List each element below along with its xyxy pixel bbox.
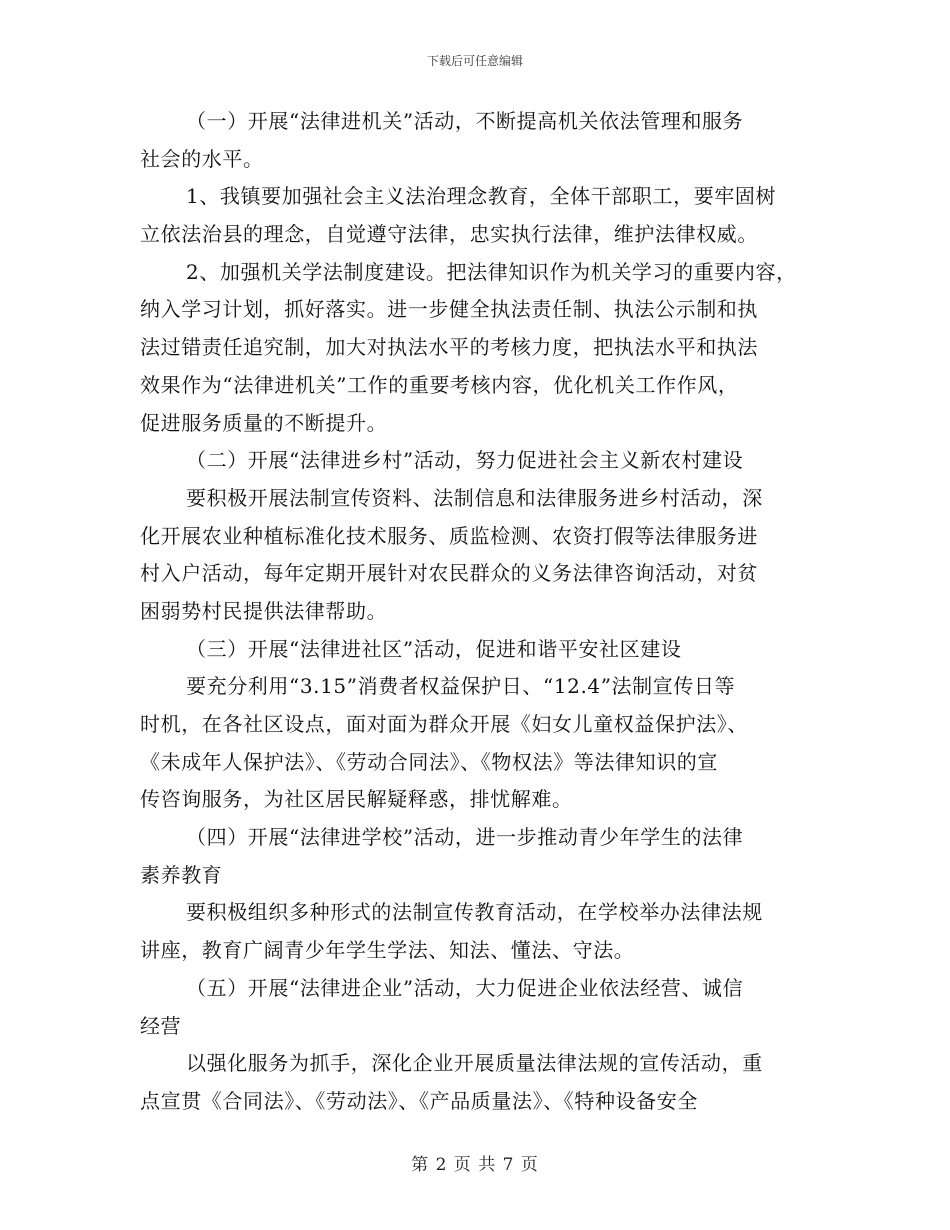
text-line: 纳入学习计划，抓好落实。进一步健全执法责任制、执法公示制和执 xyxy=(140,297,758,322)
text-line: 2、加强机关学法制度建设。把法律知识作为机关学习的重要内容， xyxy=(186,259,797,284)
text-line: 要积极开展法制宣传资料、法制信息和法律服务进乡村活动，深 xyxy=(186,485,763,510)
text-line: 素养教育 xyxy=(140,862,223,887)
text-line: （一）开展“法律进机关”活动，不断提高机关依法管理和服务 xyxy=(186,109,744,133)
text-line: （三）开展“法律进社区”活动，促进和谐平安社区建设 xyxy=(186,636,682,661)
text-line: 经营 xyxy=(140,1013,182,1038)
text-line: （二）开展“法律进乡村”活动，努力促进社会主义新农村建设 xyxy=(186,448,744,473)
text-line: 化开展农业种植标准化技术服务、质监检测、农资打假等法律服务进 xyxy=(140,523,758,548)
page-footer: 第 2 页 共 7 页 xyxy=(411,1155,539,1175)
page-header: 下载后可任意编辑 xyxy=(426,54,523,68)
text-line: 时机，在各社区设点，面对面为群众开展《妇女儿童权益保护法》、 xyxy=(140,712,748,736)
text-line: 以强化服务为抓手，深化企业开展质量法律法规的宣传活动，重 xyxy=(186,1051,763,1076)
text-line: 要积极组织多种形式的法制宣传教育活动，在学校举办法律法规 xyxy=(186,900,763,925)
text-line: 讲座，教育广阔青少年学生学法、知法、懂法、守法。 xyxy=(140,938,635,963)
text-line: 村入户活动，每年定期开展针对农民群众的义务法律咨询活动，对贫 xyxy=(140,561,758,586)
document-body xyxy=(140,103,820,1121)
text-line: 促进服务质量的不断提升。 xyxy=(140,410,388,435)
text-line: 1、我镇要加强社会主义法治理念教育，全体干部职工，要牢固树 xyxy=(186,184,777,209)
text-line: 社会的水平。 xyxy=(140,146,264,171)
text-line: 法过错责任追究制，加大对执法水平的考核力度，把执法水平和执法 xyxy=(140,335,758,360)
text-line: 效果作为“法律进机关”工作的重要考核内容，优化机关工作作风， xyxy=(140,372,739,397)
text-line: 《未成年人保护法》、《劳动合同法》、《物权法》等法律知识的宣 xyxy=(140,749,718,774)
text-line: 要充分利用“3.15”消费者权益保护日、“12.4”法制宣传日等 xyxy=(186,674,736,699)
text-line: 传咨询服务，为社区居民解疑释惑，排忧解难。 xyxy=(140,787,573,812)
text-line: 困弱势村民提供法律帮助。 xyxy=(140,598,388,623)
text-line: （五）开展“法律进企业”活动，大力促进企业依法经营、诚信 xyxy=(186,975,744,1000)
text-line: 点宣贯《合同法》、《劳动法》、《产品质量法》、《特种设备安全 xyxy=(140,1088,698,1113)
text-line: 立依法治县的理念，自觉遵守法律，忠实执行法律，维护法律权威。 xyxy=(140,222,758,247)
text-line: （四）开展“法律进学校”活动，进一步推动青少年学生的法律 xyxy=(186,825,744,850)
